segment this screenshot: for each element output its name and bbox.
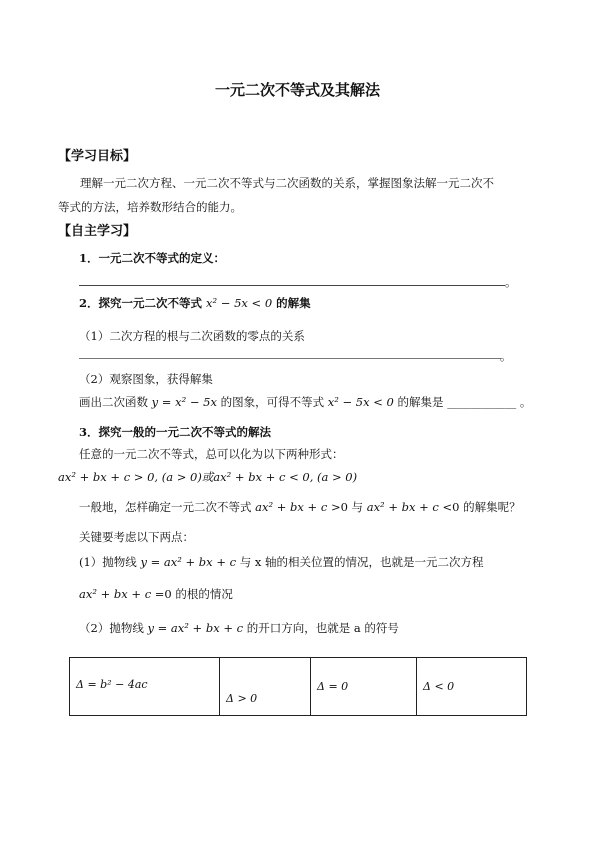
question-3-question	[79, 499, 521, 515]
self-study-header: 【自主学习】	[58, 224, 137, 239]
page-title: 一元二次不等式及其解法	[214, 81, 380, 99]
question-3-forms: ax² + bx + c > 0, (a > 0)或ax² + bx + c < 0, (a > 0)	[58, 470, 358, 484]
question-3-point2	[79, 620, 399, 636]
objectives-text-line2: 等式的方法，培养数形结合的能力。	[58, 200, 242, 214]
q3-question-math2: ax² + bx + c	[366, 500, 439, 514]
question-2-math: x² − 5x < 0	[206, 296, 273, 310]
draw-text-b: 的图象，可得不等式	[220, 395, 325, 409]
question-1-label: 1．一元二次不等式的定义：	[79, 251, 226, 265]
answer-line-2	[79, 358, 501, 359]
draw-text-end: 。	[519, 395, 532, 409]
table-row	[70, 658, 527, 716]
question-3-key: 关键要考虑以下两点：	[79, 530, 194, 544]
q3-point2-text-b: 的开口方向，也就是 a 的符号	[246, 621, 399, 635]
q3-question-text-b: >0 与	[330, 500, 364, 514]
answer-line-1	[79, 285, 505, 286]
answer-line-1-end: 。	[505, 275, 517, 289]
question-3-point1-cont	[79, 586, 233, 602]
q3-question-text-c: <0 的解集呢？	[442, 500, 521, 514]
table-cell-delta-positive: Δ > 0	[220, 658, 311, 716]
question-2-sub1: （1）二次方程的根与二次函数的零点的关系	[79, 329, 305, 343]
question-2-prefix: 2．探究一元二次不等式	[79, 296, 203, 310]
question-2-suffix: 的解集	[276, 296, 311, 310]
draw-math-function: y = x² − 5x	[151, 395, 217, 409]
q3-point1-text-c: =0 的根的情况	[154, 587, 233, 601]
draw-text-a: 画出二次函数	[79, 395, 148, 409]
q3-point1-text-a: (1）抛物线	[79, 555, 137, 569]
q3-question-text-a: 一般地，怎样确定一元二次不等式	[79, 500, 252, 514]
table-cell-delta-zero: Δ = 0	[311, 658, 417, 716]
draw-answer-blank: ____________	[447, 395, 517, 409]
objectives-header: 【学习目标】	[58, 149, 137, 164]
question-3-line1: 任意的一元二次不等式，总可以化为以下两种形式：	[79, 447, 344, 461]
q3-point2-math: y = ax² + bx + c	[147, 621, 244, 635]
question-2-sub2: （2）观察图象，获得解集	[79, 372, 213, 386]
question-2-draw-line	[79, 394, 531, 410]
draw-math-inequality: x² − 5x < 0	[327, 395, 394, 409]
draw-text-c: 的解集是	[397, 395, 444, 409]
q3-point1-text-b: 与 x 轴的相关位置的情况，也就是一元二次方程	[239, 555, 484, 569]
table-cell-delta-negative: Δ < 0	[417, 658, 527, 716]
objectives-text-line1: 理解一元二次方程、一元二次不等式与二次函数的关系，掌握图象法解一元二次不	[80, 176, 494, 190]
answer-line-2-end: 。	[500, 349, 512, 363]
table-cell-discriminant: Δ = b² − 4ac	[70, 658, 220, 716]
discriminant-table	[69, 657, 527, 716]
question-2-label	[79, 295, 311, 311]
question-3-label: 3．探究一般的一元二次不等式的解法	[79, 425, 271, 439]
q3-point2-text-a: （2）抛物线	[79, 621, 144, 635]
q3-point1-math: y = ax² + bx + c	[140, 555, 237, 569]
q3-point1-math2: ax² + bx + c	[79, 587, 152, 601]
question-3-point1	[79, 554, 484, 570]
q3-question-math1: ax² + bx + c	[255, 500, 328, 514]
